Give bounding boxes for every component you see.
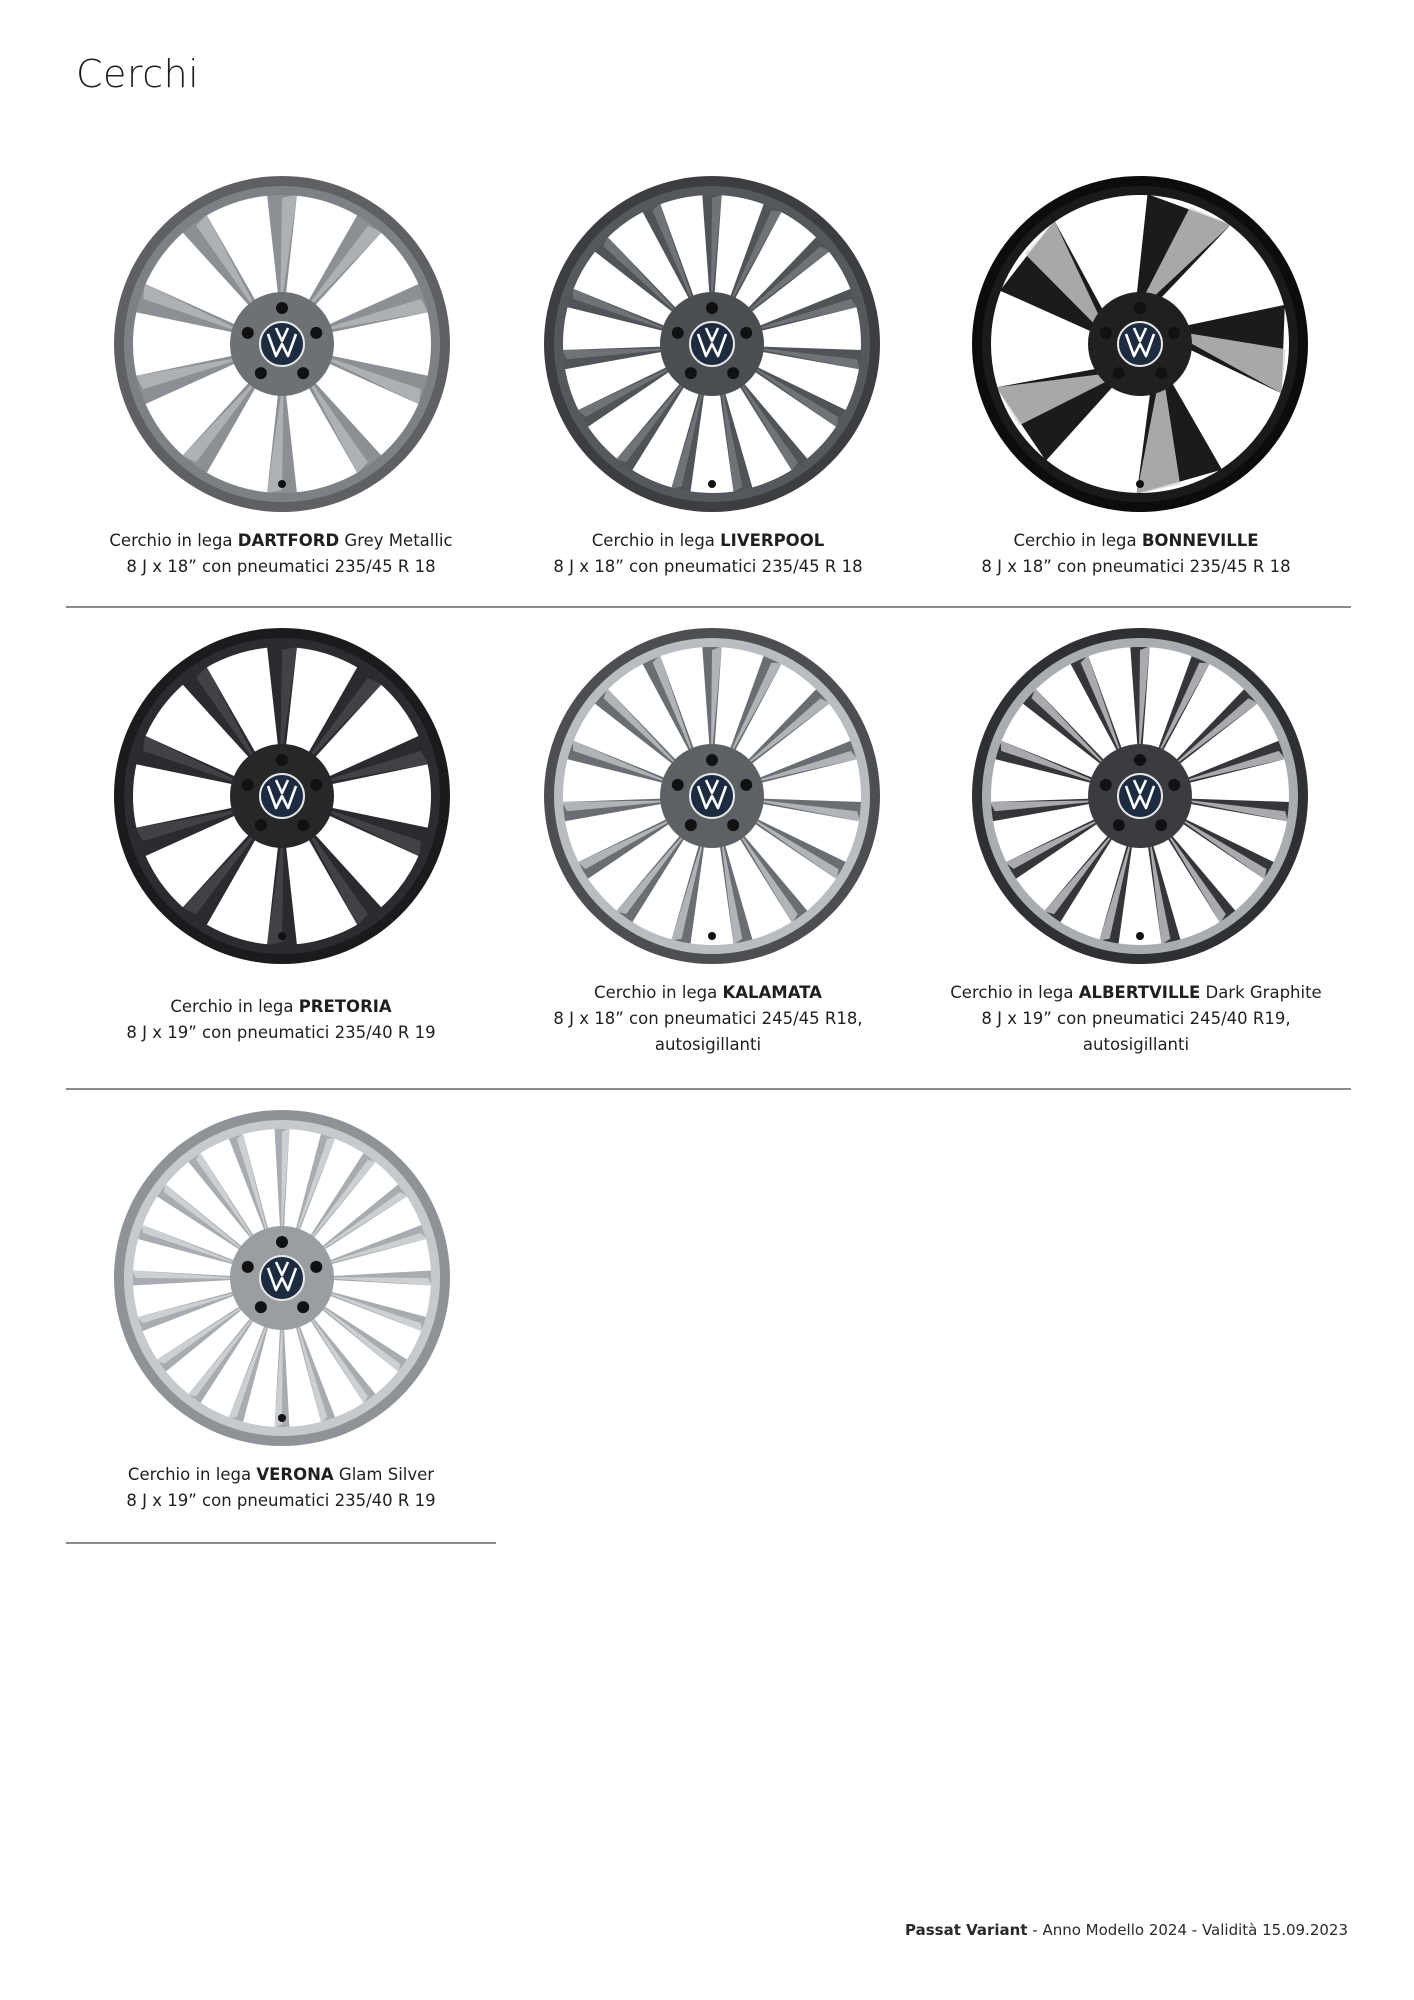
lug-nut — [727, 819, 739, 831]
alloy-wheel-icon — [112, 626, 452, 966]
footer-model: Passat Variant — [905, 1921, 1028, 1939]
alloy-wheel-icon — [542, 174, 882, 514]
row-divider — [66, 1088, 1351, 1090]
valve-stem — [278, 932, 286, 940]
wheel-spec: 8 J x 19” con pneumatici 245/40 R19, — [981, 1009, 1291, 1028]
lug-nut — [1155, 367, 1167, 379]
wheel-spec: 8 J x 18” con pneumatici 245/45 R18, — [553, 1009, 863, 1028]
lug-nut — [1113, 367, 1125, 379]
lug-nut — [1168, 327, 1180, 339]
valve-stem — [278, 1414, 286, 1422]
lug-nut — [685, 819, 697, 831]
lug-nut — [255, 1301, 267, 1313]
wheel-spec: 8 J x 19” con pneumatici 235/40 R 19 — [126, 1491, 436, 1510]
wheel-name: PRETORIA — [298, 997, 392, 1016]
lug-nut — [1134, 754, 1146, 766]
valve-stem — [1136, 480, 1144, 488]
row-divider — [66, 606, 1351, 608]
lug-nut — [1168, 779, 1180, 791]
lug-nut — [255, 819, 267, 831]
lug-nut — [297, 819, 309, 831]
wheel-caption-bonneville: Cerchio in lega BONNEVILLE 8 J x 18” con pneumatici 235/45 R 18 — [921, 528, 1351, 580]
lug-nut — [276, 1236, 288, 1248]
wheel-spec-note: autosigillanti — [1082, 1035, 1190, 1054]
lug-nut — [685, 367, 697, 379]
lug-nut — [242, 1261, 254, 1273]
wheel-caption-kalamata: Cerchio in lega KALAMATA 8 J x 18” con pneumatici 245/45 R18, autosigillanti — [493, 980, 923, 1058]
page-title: Cerchi — [76, 52, 200, 96]
wheel-name: ALBERTVILLE — [1078, 983, 1201, 1002]
alloy-wheel-icon — [542, 626, 882, 966]
wheel-spec: 8 J x 19” con pneumatici 235/40 R 19 — [126, 1023, 436, 1042]
wheel-spec: 8 J x 18” con pneumatici 235/45 R 18 — [126, 557, 436, 576]
valve-stem — [708, 480, 716, 488]
wheel-name: DARTFORD — [237, 531, 340, 550]
wheel-spec-note: autosigillanti — [654, 1035, 762, 1054]
wheel-caption-pretoria: Cerchio in lega PRETORIA 8 J x 19” con pneumatici 235/40 R 19 — [66, 994, 496, 1046]
lug-nut — [242, 779, 254, 791]
lug-nut — [242, 327, 254, 339]
lug-nut — [297, 367, 309, 379]
wheel-name: BONNEVILLE — [1141, 531, 1259, 550]
lug-nut — [706, 302, 718, 314]
lug-nut — [310, 327, 322, 339]
wheel-image-verona — [112, 1108, 452, 1452]
lug-nut — [310, 1261, 322, 1273]
lug-nut — [1155, 819, 1167, 831]
wheel-image-pretoria — [112, 626, 452, 970]
lug-nut — [297, 1301, 309, 1313]
wheel-spec: 8 J x 18” con pneumatici 235/45 R 18 — [981, 557, 1291, 576]
wheel-name: KALAMATA — [722, 983, 822, 1002]
lug-nut — [1113, 819, 1125, 831]
lug-nut — [672, 779, 684, 791]
wheel-caption-verona: Cerchio in lega VERONA Glam Silver 8 J x 19” con pneumatici 235/40 R 19 — [66, 1462, 496, 1514]
wheel-image-albertville — [970, 626, 1310, 970]
alloy-wheel-icon — [970, 626, 1310, 966]
valve-stem — [708, 932, 716, 940]
lug-nut — [276, 302, 288, 314]
page-footer — [905, 1921, 1348, 1939]
wheel-name: VERONA — [256, 1465, 334, 1484]
wheel-image-liverpool — [542, 174, 882, 518]
lug-nut — [706, 754, 718, 766]
wheel-caption-liverpool: Cerchio in lega LIVERPOOL 8 J x 18” con pneumatici 235/45 R 18 — [493, 528, 923, 580]
wheel-caption-albertville: Cerchio in lega ALBERTVILLE Dark Graphite 8 J x 19” con pneumatici 245/40 R19, autosigillanti — [921, 980, 1351, 1058]
wheel-spec: 8 J x 18” con pneumatici 235/45 R 18 — [553, 557, 863, 576]
wheel-caption-dartford: Cerchio in lega DARTFORD Grey Metallic 8 J x 18” con pneumatici 235/45 R 18 — [66, 528, 496, 580]
alloy-wheel-icon — [970, 174, 1310, 514]
lug-nut — [740, 327, 752, 339]
alloy-wheel-icon — [112, 174, 452, 514]
lug-nut — [1134, 302, 1146, 314]
valve-stem — [278, 480, 286, 488]
footer-validity: - Anno Modello 2024 - Validità 15.09.2023 — [1027, 1921, 1348, 1939]
lug-nut — [727, 367, 739, 379]
lug-nut — [672, 327, 684, 339]
wheel-name: LIVERPOOL — [720, 531, 825, 550]
wheel-image-dartford — [112, 174, 452, 518]
lug-nut — [255, 367, 267, 379]
lug-nut — [276, 754, 288, 766]
alloy-wheel-icon — [112, 1108, 452, 1448]
wheel-image-kalamata — [542, 626, 882, 970]
lug-nut — [310, 779, 322, 791]
wheel-image-bonneville — [970, 174, 1310, 518]
row-divider — [66, 1542, 496, 1544]
lug-nut — [740, 779, 752, 791]
lug-nut — [1100, 779, 1112, 791]
valve-stem — [1136, 932, 1144, 940]
lug-nut — [1100, 327, 1112, 339]
